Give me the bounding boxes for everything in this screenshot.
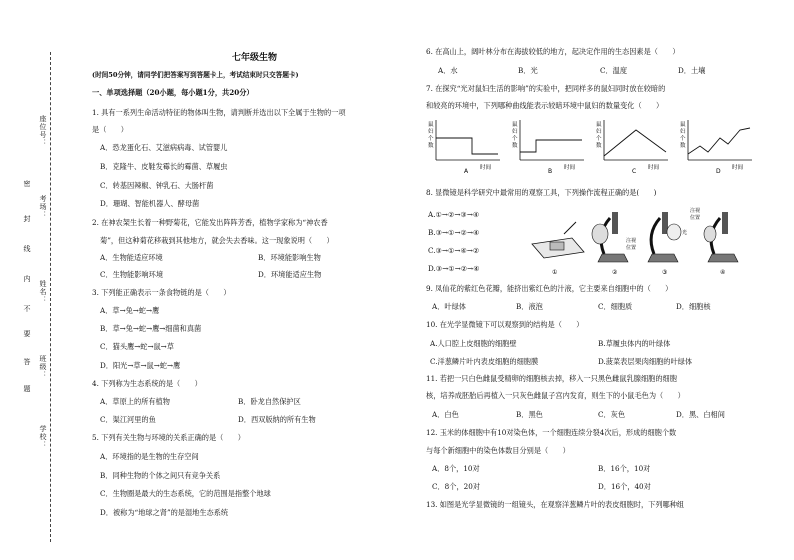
svg-text:个: 个: [512, 136, 518, 142]
question-1-cont: 是（ ）: [92, 125, 128, 134]
option: D．珊瑚、智能机器人、酵母菌: [100, 199, 200, 208]
question-3: 3. 下列能正确表示一条食物链的是（ ）: [92, 288, 231, 297]
option: A．生物能适应环境: [100, 253, 163, 262]
question-7-cont: 和较亮的环境中，下列哪种曲线能表示较暗环境中鼠妇的数量变化（ ）: [426, 101, 664, 110]
observing-figure: [690, 207, 738, 276]
svg-text:时间: 时间: [648, 165, 660, 171]
fig-text: 位置: [626, 245, 637, 251]
option: A．草→兔→蛇→鹰: [100, 306, 160, 315]
svg-text:时间: 时间: [732, 165, 744, 171]
question-8: 8. 显微镜是科学研究中最常用的观察工具，下列操作流程正确的是( ): [426, 188, 657, 197]
graph-ylabel: 个: [428, 136, 434, 142]
option: C．转基因辣椒、钟乳石、大肠杆菌: [100, 181, 214, 190]
slide-preparation-figure: [532, 222, 584, 276]
question-10: 10. 在光学显微镜下可以观察到的结构是（ ）: [426, 320, 584, 329]
option: D．阳光→草→鼠→蛇→鹰: [100, 361, 181, 370]
question-9: 9. 凤仙花的紫红色花瓣，能挤出紫红色的汁液，它主要来自细胞中的（ ）: [426, 284, 673, 293]
svg-text:妇: 妇: [596, 129, 602, 135]
seal-char: 线: [23, 245, 31, 253]
question-12: 12. 玉米的体细胞中有10对染色体，一个细胞连续分裂4次后，形成的细胞个数: [426, 428, 677, 437]
option: C.③→①→④→②: [428, 246, 480, 255]
section-heading: 一、单项选择题（20小题，每小题1分，共20分）: [92, 88, 254, 97]
fig-label: ③: [662, 269, 668, 276]
question-11-cont: 核，培养成胚胎后再植入一只灰色雌鼠子宫内发育，则生下的小鼠毛色为（ ）: [426, 391, 685, 400]
option: B．克隆牛、皮鞋发霉长的霉菌、草履虫: [100, 162, 228, 171]
option: B.③→①→②→④: [428, 228, 480, 237]
graph-ylabel: 数: [428, 143, 434, 149]
option: D.菠菜表层果肉细胞的叶绿体: [598, 357, 693, 366]
seal-char: 内: [23, 275, 31, 283]
fig-text: 注视: [626, 238, 637, 244]
seal-char: 密: [23, 180, 31, 188]
option: D．黑、白相间: [676, 410, 725, 419]
cut-line: [50, 52, 51, 542]
option: B．同种生物的个体之间只有竞争关系: [100, 471, 221, 480]
fig-label: ④: [720, 269, 726, 276]
option: A．白色: [432, 410, 459, 419]
option: D．细胞核: [676, 302, 711, 311]
seal-char: 封: [23, 215, 31, 223]
question-5: 5. 下列有关生物与环境的关系正确的是（ ）: [92, 433, 245, 442]
option: C．渠江河里的鱼: [100, 415, 156, 424]
option: B．环境能影响生物: [258, 253, 321, 262]
question-2: 2. 在神农架生长着一种野菊花，它能发出阵阵芳香，植物学家称为“神农香: [92, 218, 328, 227]
graph-b: [512, 120, 584, 174]
seat-label: 座位号：: [39, 115, 47, 147]
seal-char: 答: [23, 358, 31, 366]
school-label: 学校：: [39, 425, 47, 449]
binding-margin: [18, 40, 48, 540]
svg-text:妇: 妇: [512, 129, 518, 135]
option: A．草原上的所有植物: [100, 397, 170, 406]
option: C．灰色: [598, 410, 626, 419]
light-figure: [648, 212, 687, 276]
graph-a: [428, 120, 500, 174]
option: D.③→①→②→④: [428, 264, 480, 273]
svg-text:个: 个: [596, 136, 602, 142]
graph-ylabel: 鼠: [428, 122, 434, 128]
svg-text:妇: 妇: [680, 129, 686, 135]
graph-ylabel: 妇: [428, 129, 434, 135]
fig-text: 注视: [690, 208, 701, 214]
exam-room-label: 考场：: [39, 195, 47, 219]
option: C．猫头鹰→蛇→鼠→草: [100, 342, 174, 351]
svg-text:数: 数: [512, 143, 518, 149]
svg-text:鼠: 鼠: [680, 122, 686, 128]
seal-char: 不: [23, 305, 31, 313]
option: B．卧龙自然保护区: [238, 397, 301, 406]
question-6: 6. 在高山上，阔叶林分布在海拔较低的地方，起决定作用的生态因素是（ ）: [426, 47, 680, 56]
graph-c: [596, 120, 668, 174]
graph-d: [680, 120, 752, 174]
svg-text:鼠: 鼠: [512, 122, 518, 128]
svg-text:数: 数: [680, 143, 686, 149]
q7-graphs: [426, 116, 756, 174]
option: C．温度: [600, 66, 628, 75]
svg-text:鼠: 鼠: [596, 122, 602, 128]
question-4: 4. 下列称为生态系统的是（ ）: [92, 379, 202, 388]
option: C．细胞质: [598, 302, 633, 311]
name-label: 姓名：: [39, 280, 47, 304]
option: B．草→兔→蛇→鹰→细菌和真菌: [100, 324, 202, 333]
svg-text:D: D: [716, 168, 721, 174]
option: D．土壤: [678, 66, 706, 75]
graph-xlabel: 时间: [480, 165, 492, 171]
option: A.①→②→③→④: [428, 210, 480, 219]
fig-label: ①: [552, 269, 558, 276]
option: D．16个，40对: [598, 482, 651, 491]
svg-text:B: B: [548, 168, 553, 174]
fig-text: 光: [682, 230, 688, 236]
option: B．16个，10对: [598, 464, 651, 473]
svg-text:时间: 时间: [564, 165, 576, 171]
option: B．黑色: [516, 410, 543, 419]
question-11: 11. 若把一只白色雌鼠受精卵的细胞核去掉，移入一只黑色雌鼠乳腺细胞的细胞: [426, 374, 677, 383]
option: A．叶绿体: [432, 302, 466, 311]
option: D．西双版纳的所有生物: [238, 415, 316, 424]
exam-note: (时间50分钟，请同学们把答案写到答题卡上，考试结束时只交答题卡): [92, 71, 299, 79]
question-7: 7. 在探究“光对鼠妇生活的影响”的实验中，把同样多的鼠妇同时放在较暗的: [426, 84, 666, 93]
option: C．生物能影响环境: [100, 270, 164, 279]
option: A．水: [438, 66, 458, 75]
question-2-cont: 菊”，但这种菊花移栽到其他地方，就会失去香味。这一现象说明（ ）: [100, 236, 334, 245]
option: A.人口腔上皮细胞的细胞壁: [430, 339, 517, 348]
option: C．生物圈是最大的生态系统，它的范围是指整个地球: [100, 489, 271, 498]
svg-text:数: 数: [596, 143, 602, 149]
option: C.洋葱鳞片叶内表皮细胞的细胞膜: [430, 357, 539, 366]
option: B．液泡: [516, 302, 543, 311]
page-title: 七年级生物: [232, 53, 278, 63]
option: C．8个，20对: [432, 482, 480, 491]
fig-text: 位置: [690, 215, 701, 221]
option: A．恐龙蛋化石、艾滋病病毒、试管婴儿: [100, 143, 228, 152]
option: B．光: [518, 66, 538, 75]
microscope-figure: [528, 204, 750, 278]
graph-letter: A: [464, 168, 469, 174]
option: D．被称为“地球之肾”的是湿地生态系统: [100, 508, 229, 517]
question-12-cont: 与每个新细胞中的染色体数目分别是（ ）: [426, 446, 570, 455]
option: A．环境指的是生物的生存空间: [100, 452, 199, 461]
option: A．8个，10对: [432, 464, 480, 473]
question-1: 1. 具有一系列生命活动特征的物体叫生物，请判断并选出以下全属于生物的一项: [92, 108, 346, 117]
option: D．环境能适应生物: [258, 270, 322, 279]
svg-text:C: C: [632, 168, 637, 174]
seal-char: 要: [23, 330, 31, 338]
class-label: 班级：: [39, 355, 47, 379]
fig-label: ②: [612, 269, 618, 276]
svg-text:个: 个: [680, 136, 686, 142]
seal-char: 题: [23, 385, 31, 393]
question-13: 13. 如图是光学显微镜的一组镜头，在观察洋葱鳞片叶的表皮细胞时，下列哪种组: [426, 500, 685, 509]
focusing-figure: [592, 212, 636, 276]
option: B.草履虫体内的叶绿体: [598, 339, 671, 348]
